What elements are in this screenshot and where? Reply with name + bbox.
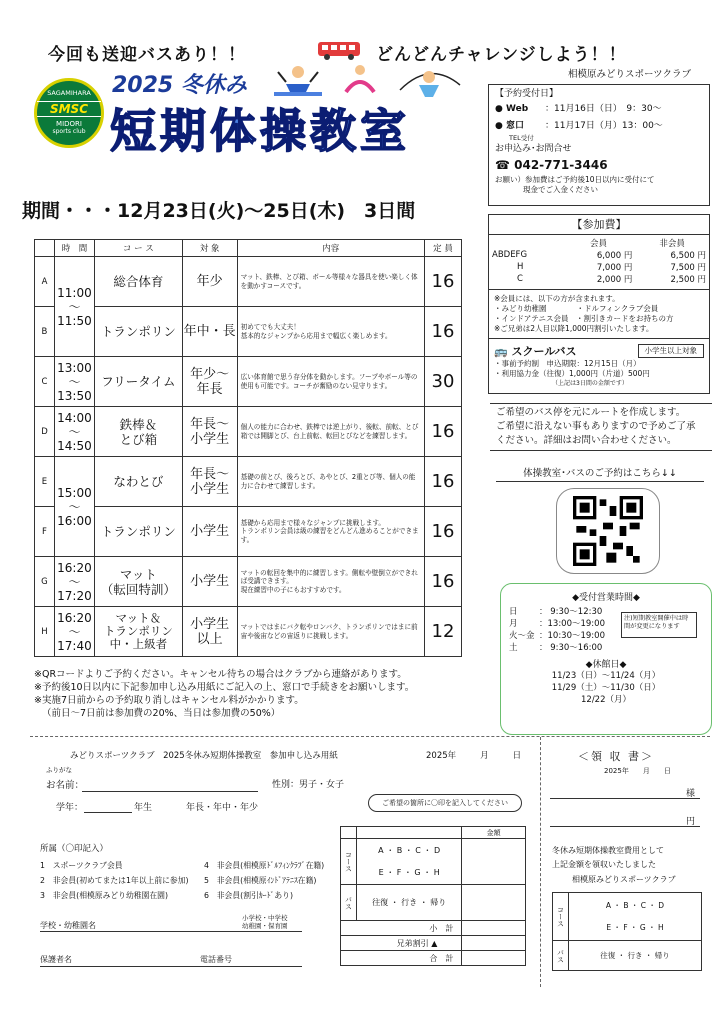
cartwheel-illustration-icon — [340, 62, 380, 96]
school-label: 学校・幼稚園名 — [40, 921, 96, 930]
table-row: ABDEFG 6,000 円 6,500 円 — [492, 250, 706, 261]
fee-note-3: ・インドアテニス会員 ・割引きカードをお持ちの方 — [494, 314, 674, 323]
phone-label: 電話番号 — [200, 955, 232, 964]
guardian-label: 保護者名 — [40, 955, 72, 964]
guardian-phone-field[interactable] — [40, 966, 302, 967]
name-field[interactable] — [82, 791, 258, 792]
hours-note: 注)短期教室開催中は時間が変更になります — [621, 612, 697, 638]
table-row: C 2,000 円 2,500 円 — [517, 274, 706, 285]
grade-label: 学年： — [56, 803, 84, 813]
header-content: 内容 — [237, 240, 424, 257]
course-options[interactable]: A ・ B ・ C ・ D E ・ F ・ G ・ H — [356, 839, 461, 885]
reception-title: 【予約受付日】 — [495, 89, 559, 99]
affiliation-title: 所属（〇印記入） — [40, 844, 109, 854]
furigana-label: ふりがな — [46, 766, 72, 774]
web-date: ：11月16日（日） 9：30～ — [545, 104, 662, 114]
form-date: 2025年 月 日 — [426, 751, 522, 761]
fee-note-4: ※ご兄弟は2人目以降1,000円割引いたします。 — [494, 324, 654, 333]
window-label: ● 窓口 — [495, 121, 524, 131]
sibling-discount-field[interactable] — [462, 936, 526, 951]
bus-title: スクールバス — [511, 345, 577, 358]
grade-field[interactable] — [84, 812, 132, 813]
table-row: B トランポリン 年中・長 初めてでも大丈夫！ 基本的なジャンプから応用まで幅広く楽しめます。 16 — [35, 307, 462, 357]
school-type[interactable]: 小学校・中学校 幼稚園・保育園 — [242, 914, 288, 930]
qr-code[interactable] — [556, 488, 660, 574]
tel-note: TEL受付 — [509, 134, 534, 142]
bus-line-1: ・事前予約制 申込期限：12月15日（月） — [494, 359, 641, 368]
schedule-table — [34, 239, 462, 657]
receipt-text: 冬休み短期体操教室費用として 上記金額を領収いたしました — [552, 846, 664, 869]
header-capacity: 定 員 — [425, 240, 462, 257]
reservation-link[interactable]: 体操教室･バスのご予約はこちら↓↓ — [496, 465, 704, 482]
subtotal-field[interactable] — [462, 921, 526, 936]
receipt-sama: 様 — [686, 789, 696, 799]
contact-label: お申込み･お問合せ — [495, 144, 572, 154]
closed-1: 11/23（日）～11/24（月） — [551, 671, 661, 681]
table-row: H 16:20 ～ 17:40 マット＆ トランポリン 中・上級者 小学生 以上 マットではまにバク転やロンバク、トランポリンではまに前宙や後宙などの宙返りに挑戦します。 12 — [35, 607, 462, 657]
main-title: 短期体操教室 — [110, 104, 410, 158]
qr-code-icon — [573, 496, 643, 566]
instruction-balloon: ご希望の箇所に〇印を記入してください — [368, 794, 522, 812]
window-date: ：11月17日（月）13：00～ — [545, 121, 663, 131]
receipt-title: ＜領 収 書＞ — [578, 750, 654, 763]
slogan-left: 今回も送迎バスあり！！ — [48, 45, 246, 65]
total-field[interactable] — [462, 951, 526, 966]
receipt-selection-table: コース A ・ B ・ C ・ D E ・ F ・ G ・ H バス 往復 ・ 行き ・ 帰り — [552, 892, 702, 971]
year-label: 2025 冬休み — [112, 73, 247, 98]
receipt-amount-field[interactable] — [550, 826, 700, 827]
web-label: ● Web — [495, 104, 529, 114]
fee-table: 会員 非会員 ABDEFG 6,000 円 6,500 円 H 7,000 円 7,500 円 C 2,000 円 2,500 円 — [489, 237, 709, 285]
grade-unit: 年生 — [134, 803, 153, 813]
table-row: F トランポリン 小学生 基礎から応用まで様々なジャンプに挑戦します。 トランポリン会員は級の練習をどんどん進めることができます。 16 — [35, 507, 462, 557]
payment-note-2: 現金でご入金ください — [523, 185, 598, 194]
grade-options[interactable]: 年長・年中・年少 — [186, 803, 259, 813]
form-title: みどりスポーツクラブ 2025冬休み短期体操教室 参加申し込み用紙 — [70, 751, 338, 761]
table-row: G 16:20 ～ 17:20 マット （転回特訓） 小学生 マットの転回を集中的に練習します。側転や壁倒立ができれば受講できます。 現在練習中の子にもおすすめです。 16 — [35, 557, 462, 607]
affiliation-list-1[interactable]: 1 スポーツクラブ会員 2 非会員(初めてまたは1年以上前に参加) 3 非会員(相模原みどり幼稚園在園) — [40, 861, 189, 900]
club-logo: SAGAMIHARA SMSC MIDORI sports club — [34, 78, 104, 148]
receipt-yen: 円 — [686, 817, 696, 827]
fee-box — [488, 214, 710, 394]
header-blank — [35, 240, 55, 257]
club-name-top: 相模原みどりスポーツクラブ — [568, 69, 692, 80]
bus-badge: 小学生以上対象 — [638, 344, 705, 358]
notes — [34, 668, 414, 720]
receipt-name-field[interactable] — [550, 798, 700, 799]
payment-note-1: お願い）参加費はご予約後10日以内に受付にて — [495, 175, 655, 184]
note-2: ※予約後10日以内に下記参加申し込み用紙にご記入の上、窓口で手続きをお願いします。 — [34, 682, 415, 693]
cut-line-vertical — [540, 737, 541, 987]
header-time: 時 間 — [54, 240, 94, 257]
bus-small-icon: 🚌 — [494, 345, 508, 358]
fee-note-1: ※会員には、以下の方が含まれます。 — [494, 294, 620, 303]
receipt-bus-options[interactable]: 往復 ・ 行き ・ 帰り — [568, 941, 701, 971]
closed-3: 12/22（月） — [581, 695, 631, 705]
reception-box — [488, 84, 710, 206]
name-label: お名前： — [46, 780, 85, 791]
header-course: コ ー ス — [94, 240, 182, 257]
phone-number[interactable]: ☎ 042-771-3446 — [495, 158, 608, 172]
receipt-club: 相模原みどりスポーツクラブ — [572, 875, 676, 884]
school-field[interactable] — [40, 931, 302, 932]
slogan-right: どんどんチャレンジしよう！！ — [376, 45, 627, 65]
note-3: ※実施7日前からの予約取り消しはキャンセル料がかかります。 — [34, 695, 304, 706]
table-row: C 13:00 ～ 13:50 フリータイム 年少～ 年長 広い体育館で思う存分体を動かします。フープやボール等の使用も可能です。コーチが奮励のない見守ります。 30 — [35, 357, 462, 407]
bus-icon — [316, 38, 364, 62]
course-amount-field[interactable] — [462, 839, 526, 885]
table-row: H 7,000 円 7,500 円 — [517, 262, 706, 273]
fee-note-2: ・みどり幼稚園 ・ドルフィンクラブ会員 — [494, 304, 659, 313]
header-target: 対 象 — [182, 240, 237, 257]
bus-options[interactable]: 往復 ・ 行き ・ 帰り — [356, 885, 461, 921]
closed-title: ◆休館日◆ — [585, 660, 627, 670]
form-selection-table: 金額 コース A ・ B ・ C ・ D E ・ F ・ G ・ H バス 往復 ・ 行き ・ 帰り 小 計 兄弟割引 ▲ 合 計 — [340, 826, 526, 966]
closed-2: 11/29（土）～11/30（日） — [551, 683, 661, 693]
gender-options[interactable]: 性別：男子・女子 — [272, 780, 345, 790]
fee-title: 【参加費】 — [489, 215, 709, 235]
table-row: D 14:00 ～ 14:50 鉄棒＆ とび箱 年長～ 小学生 個人の能力に合わせ、鉄棒では逆上がり、後転、前転、とび箱では開脚とび、台上前転、転回とびなどを練習します。 16 — [35, 407, 462, 457]
hours-box: ◆受付営業時間◆ 日 ： 9:30～12:30 月 ：13:00～19:00 火～金 ：10:30～19:00 土 ： 9:30～16:00 注)短期教室開催中は時間が変更になります ◆休館日◆ 11/23（日）～11/24（月） 11/29（土）～11/30（日） 12/22（月） — [500, 583, 712, 735]
note-1: ※QRコードよりご予約ください。キャンセル待ちの場合はクラブから連絡があります。 — [34, 669, 407, 680]
receipt-date: 2025年 月 日 — [604, 767, 671, 775]
bus-line-3: （上記は3日間の金額です） — [552, 380, 628, 387]
cut-line — [30, 736, 710, 737]
bus-line-2: ・利用協力金（往復）1,000円（片道）500円 — [494, 369, 650, 378]
note-4: （前日～7日前は参加費の20%、当日は参加費の50%） — [42, 708, 281, 719]
bus-info: ご希望のバス停を元にルートを作成します。 ご希望に沿えない事もありますので予めご了承 ください。詳細はお問い合わせください。 — [490, 403, 712, 451]
table-row: E 15:00 ～ 16:00 なわとび 年長～ 小学生 基礎の前とび、後ろとび、あやとび、2重とび等、個人の能力に合わせて練習します。 16 — [35, 457, 462, 507]
table-row: A 11:00 ～ 11:50 総合体育 年少 マット、鉄棒、とび箱、ボール等様々な器具を使い楽しく体を動かすコースです。 16 — [35, 257, 462, 307]
hours-title: ◆受付営業時間◆ — [572, 593, 640, 603]
period: 期間・・・12月23日(火)～25日(木) 3日間 — [22, 200, 416, 222]
affiliation-list-2[interactable]: 4 非会員(相模原ﾄﾞﾙﾌｨﾝｸﾗﾌﾞ在籍) 5 非会員(相模原ｲﾝﾄﾞｱﾃﾆｽ在籍) 6 非会員(割引ｶｰﾄﾞあり) — [204, 861, 325, 900]
receipt-course-options[interactable]: A ・ B ・ C ・ D E ・ F ・ G ・ H — [568, 893, 701, 941]
bus-amount-field[interactable] — [462, 885, 526, 921]
